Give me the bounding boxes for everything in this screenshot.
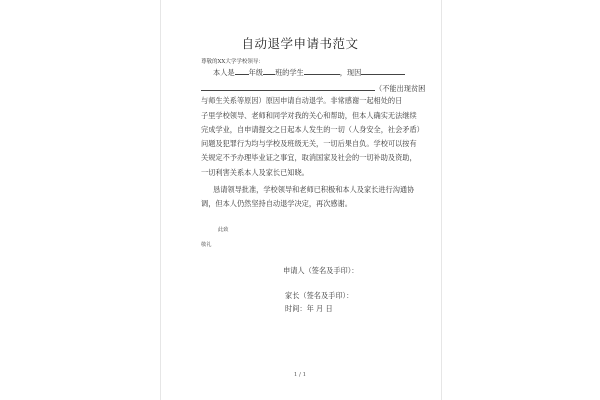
intro-part-4: ，现因 <box>339 68 362 77</box>
paragraph-line: 调，但本人仍然坚持自动退学决定，再次感谢。 <box>201 199 352 208</box>
parent-signature-label: 家长（签名及手印）： <box>285 291 354 300</box>
date-line: 时间：年 月 日 <box>285 304 333 313</box>
applicant-signature-label: 申请人（签名及手印）： <box>283 266 359 275</box>
reason-blank-long <box>201 82 375 91</box>
paragraph-line: （不能出现贫困 <box>375 84 426 93</box>
intro-part-1: 本人是 <box>213 68 235 77</box>
closing-line-2: 敬礼 <box>201 242 212 248</box>
paragraph-line: 恳请领导批准，学校领导和老师已积极和本人及家长进行沟通协 <box>213 185 415 194</box>
paragraph-line: 子里学校领导、老师和同学对我的关心和帮助，但本人确实无法继续 <box>201 111 417 120</box>
reason-blank <box>361 66 405 75</box>
page-number: 1 / 1 <box>293 372 307 378</box>
name-blank <box>304 66 340 75</box>
closing-line-1: 此致 <box>218 227 229 233</box>
paragraph-line: 关规定不予办理毕业证之事宜，取消国家及社会的一切补助及资助， <box>201 153 417 162</box>
intro-line <box>213 66 405 78</box>
paragraph-line: 完成学业，自申请提交之日起本人发生的一切（人身安全，社会矛盾） <box>201 125 424 134</box>
intro-part-2: 年级 <box>248 68 263 77</box>
grade-blank <box>235 66 249 75</box>
intro-part-3: 班的学生 <box>274 68 304 77</box>
paragraph-line: 问题及犯罪行为均与学校及班级无关，一切后果自负。学校可以按有 <box>201 139 417 148</box>
salutation: 尊敬的XX大学学校领导： <box>201 59 264 65</box>
class-blank <box>263 66 275 75</box>
document-title: 自动退学申请书范文 <box>241 36 359 51</box>
paragraph-line: 一切利害关系本人及家长已知晓。 <box>201 168 309 177</box>
reason-line <box>201 82 425 94</box>
paragraph-line: 与师生关系等原因）原因申请自动退学。非常感谢一起相处的日 <box>201 96 403 105</box>
